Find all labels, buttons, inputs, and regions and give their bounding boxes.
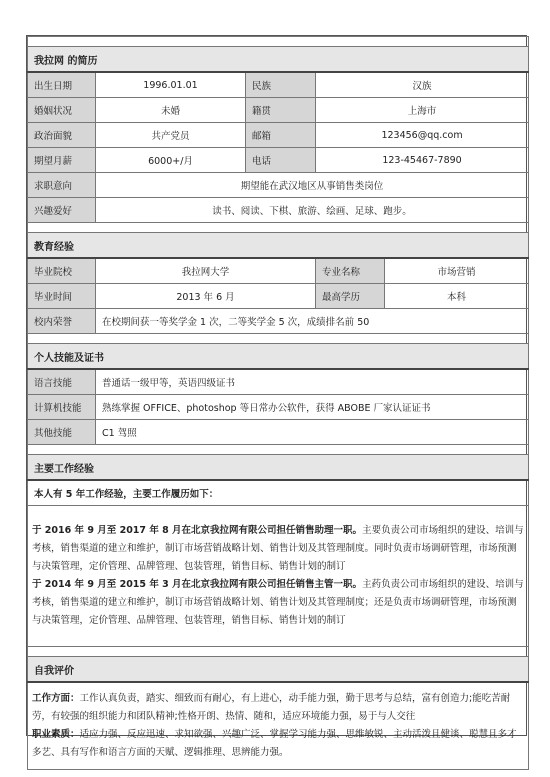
quality-title: 职业素质：: [32, 729, 80, 740]
self-evaluation-body: [28, 682, 529, 770]
education-heading: 教育经验: [28, 233, 529, 259]
degree-label: 最高学历: [316, 284, 385, 309]
resume-table: [27, 36, 529, 770]
resume-title: [28, 47, 529, 73]
title-suffix: 的简历: [64, 55, 98, 67]
other-skill-value: C1 驾照: [96, 420, 529, 445]
other-skill-label: 其他技能: [28, 420, 96, 445]
work-heading: 主要工作经验: [28, 455, 529, 481]
graduation-time-value: 2013 年 6 月: [96, 284, 316, 309]
major-value: 市场营销: [385, 258, 529, 284]
salary-label: 期望月薪: [28, 148, 96, 173]
work-summary-text: 本人有 5 年工作经验，主要工作履历如下：: [34, 489, 219, 500]
ethnic-value: 汉族: [316, 72, 529, 98]
graduation-time-label: 毕业时间: [28, 284, 96, 309]
birth-label: 出生日期: [28, 72, 96, 98]
language-value: 普通话一级甲等，英语四级证书: [96, 369, 529, 395]
ethnic-label: 民族: [246, 72, 316, 98]
school-value: 我拉网大学: [96, 258, 316, 284]
resume-sheet: [26, 35, 527, 758]
honor-label: 校内荣誉: [28, 309, 96, 334]
job1-title: 于 2016 年 9 月至 2017 年 8 月在北京我拉网有限公司担任销售助理一职。: [32, 525, 363, 536]
quality-text: 适应力强、反应迅速、求知欲强、兴趣广泛、掌握学习能力强、思维敏锐、主动活泼且健谈、聪慧且多才多艺、具有写作和语言方面的天赋、逻辑推理、思辨能力强。: [32, 729, 517, 758]
native-value: 上海市: [316, 98, 529, 123]
marital-label: 婚姻状况: [28, 98, 96, 123]
major-label: 专业名称: [316, 258, 385, 284]
job2-text: 主药负责公司市场组织的建设、培训与考核，销售渠道的建立和维护，制订市场营销战略计划、销售计划及其管理制度；还是负责市场调研管理，市场预测与决策管理，定价管理、品牌管理、包装管理，销售目标、销售计划的制订: [32, 579, 524, 626]
name: 我拉网: [34, 55, 64, 67]
intent-label: 求职意向: [28, 173, 96, 198]
honor-value: 在校期间获一等奖学金 1 次，二等奖学金 5 次，成绩排名前 50: [96, 309, 529, 334]
hobby-value: 读书、阅读、下棋、旅游、绘画、足球、跑步。: [96, 198, 529, 223]
job1-text: 主要负责公司市场组织的建设、培训与考核，销售渠道的建立和维护，制订市场营销战略计划、销售计划及其管理制度。同时负责市场调研管理，市场预测与决策管理，定价管理、品牌管理、包装管理，销售目标、销售计划的制订: [32, 525, 524, 572]
phone-value: 123-45467-7890: [316, 148, 529, 173]
marital-value: 未婚: [96, 98, 246, 123]
school-label: 毕业院校: [28, 258, 96, 284]
intent-value: 期望能在武汉地区从事销售类岗位: [96, 173, 529, 198]
birth-value: 1996.01.01: [96, 72, 246, 98]
native-label: 籍贯: [246, 98, 316, 123]
computer-value: 熟练掌握 OFFICE、photoshop 等日常办公软件，获得 ABOBE 厂家认证证书: [96, 395, 529, 420]
phone-label: 电话: [246, 148, 316, 173]
email-label: 邮箱: [246, 123, 316, 148]
work-summary: [28, 480, 529, 506]
hobby-label: 兴趣爱好: [28, 198, 96, 223]
work-aspect-title: 工作方面：: [32, 693, 80, 704]
self-evaluation-heading: 自我评价: [28, 657, 529, 683]
computer-label: 计算机技能: [28, 395, 96, 420]
salary-value: 6000+/月: [96, 148, 246, 173]
skills-heading: 个人技能及证书: [28, 344, 529, 370]
job2-title: 于 2014 年 9 月至 2015 年 3 月在北京我拉网有限公司担任销售主管一职。: [32, 579, 363, 590]
degree-value: 本科: [385, 284, 529, 309]
email-value: 123456@qq.com: [316, 123, 529, 148]
political-value: 共产党员: [96, 123, 246, 148]
language-label: 语言技能: [28, 369, 96, 395]
work-history: [28, 506, 529, 647]
work-aspect-text: 工作认真负责，踏实、细致而有耐心，有上进心，动手能力强，勤于思考与总结，富有创造力;能吃苦耐劳，有较强的组织能力和团队精神;性格开朗、热情、随和，适应环境能力强，易于与人交往: [32, 693, 511, 722]
political-label: 政治面貌: [28, 123, 96, 148]
